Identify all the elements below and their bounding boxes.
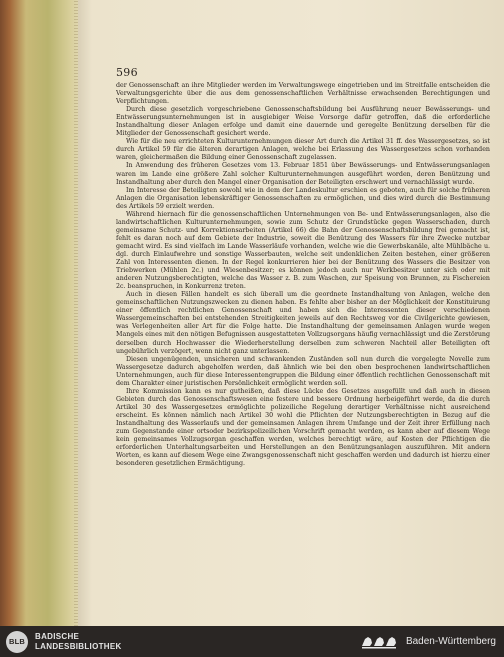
page-body-text bbox=[116, 82, 490, 618]
paragraph: Im Interesse der Beteiligten sowohl wie in dem der Landeskultur erschien es geboten, auch für solche früheren Anlagen die Organisation lebenskräftiger Genossenschaften zu ermöglichen, und dies wird durch die Bestimmung des Artikels 59 erzielt werden. bbox=[116, 186, 490, 210]
library-name bbox=[35, 632, 122, 652]
paragraph: Wie für die neu errichteten Kulturunternehmungen dieser Art durch die Artikel 31 ff. des Wassergesetzes, so ist durch Artikel 59 für die älteren derartigen Anlagen, welche bei Erlassung des Wassergesetzes schon vorhanden waren, gleichermaßen die Bildung einer Genossenschaft zugelassen. bbox=[116, 138, 490, 162]
blb-logo-icon: BLB bbox=[6, 631, 28, 653]
state-name: Baden-Württemberg bbox=[405, 636, 496, 647]
footer-bar bbox=[0, 626, 504, 657]
paragraph: Diesen ungenügenden, unsicheren und schwankenden Zuständen soll nun durch die vorgelegte Novelle zum Wassergesetze dadurch abgeholfen werden, daß ähnlich wie bei den oben besprochenen landwirtschaftlichen Unternehmungen, auch für diese Interessentengruppen die Bildung einer öffentlich rechtlichen Genossenschaft mit dem Charakter einer juristischen Persönlichkeit ermöglicht werden soll. bbox=[116, 355, 490, 387]
paragraph: Ihre Kommission kann es nur gutheißen, daß diese Lücke des Gesetzes ausgefüllt und daß auch in diesen Gebieten durch das Genossenschaftswesen eine festere und bessere Ordnung herbeigeführt werde, da die durch Artikel 30 des Wassergesetzes ermöglichte polizeiliche Regelung derartiger Verhältnisse nicht ausreichend erscheint. Es können nämlich nach Artikel 30 wohl die Pflichten der Nutzungsberechtigten in Bezug auf die Instandhaltung des Wasserlaufs und der gemeinsamen Anlagen ihrem Umfange und der Zeit ihrer Erfüllung nach zum Gegenstande einer ortsoder bezirkspolizeilichen Vorschrift gemacht werden, es kann aber auf diesem Wege kein gemeinsames Vollzugsorgan geschaffen werden, welches berechtigt wäre, auf Kosten der Pflichtigen die erforderlichen Unterhaltungsarbeiten und Herstellungen an den Benützungsanlagen auszuführen. Mit andern Worten, es kann auf diesem Wege eine Zwangsgenossenschaft nicht geschaffen werden und dadurch ist hierzu einer besonderen gesetzlichen Ermächtigung. bbox=[116, 387, 490, 468]
paragraph: Auch in diesen Fällen handelt es sich überall um die geordnete Instandhaltung von Anlagen, welche den gemeinschaftlichen Nutzungszwecken zu dienen haben. Es fehlte aber bisher an der Möglichkeit der Konstituirung einer öffentlich rechtlichen Genossenschaft und haben sich die Interessenten dieser verschiedenen Wassergemeinschaften bei entstehenden Streitigkeiten jeweils auf den Rechtsweg vor die Civilgerichte gewiesen, was Verlegenheiten aller Art für die Folge hatte. Die Instandhaltung der gemeinsamen Anlagen wurde wegen Mangels eines mit den nötigen Befugnissen ausgestatteten Vollzugsorgans häufig vernachlässigt und die Zerstörung derselben durch Hochwasser die Wiederherstellung derselben zum schweren Nachteil aller Beteiligten oft ungebührlich verzögert, wenn nicht ganz unterlassen. bbox=[116, 291, 490, 355]
paragraph: Durch diese gesetzlich vorgeschriebene Genossenschaftsbildung bei Ausführung neuer Bewässerungs- und Entwässerungsunternehmungen ist in ausgiebiger Weise Vorsorge dafür getroffen, daß die erforderliche Instandhaltung dieser Anlagen erfolge und damit eine dauernde und geregelte Benützung derselben für die Mitglieder der Genossenschaft gesichert werde. bbox=[116, 106, 490, 138]
library-name-line2: LANDESBIBLIOTHEK bbox=[35, 641, 122, 651]
book-page bbox=[78, 0, 504, 626]
paragraph: der Genossenschaft an ihre Mitglieder werden im Verwaltungswege eingetrieben und im Streitfalle entscheiden die Verwaltungsgerichte über die aus dem genossenschaftlichen Verhältnisse erwachsenden Berechtigungen und Verpflichtungen. bbox=[116, 82, 490, 106]
lions-crest-icon bbox=[360, 632, 400, 652]
paragraph: In Anwendung des früheren Gesetzes vom 13. Februar 1851 über Bewässerungs- und Entwässerungsanlagen waren im Lande eine größere Zahl solcher Kulturunternehmungen ausgeführt worden, deren Benützung und Instandhaltung aber durch den Mangel einer Organisation der Beteiligten erschwert und vernachlässigt wurde. bbox=[116, 162, 490, 186]
book-page-edges bbox=[0, 0, 86, 626]
page-number: 596 bbox=[116, 66, 138, 79]
library-name-line1: BADISCHE bbox=[35, 631, 80, 641]
paragraph: Während hiernach für die genossenschaftlichen Unternehmungen von Be- und Entwässerungsanlagen, also die landwirtschaftlichen Kulturunternehmungen, sowie zum Schutz der Grundstücke gegen Wasserschaden, durch gemeinsame Schutz- und Korrektionsarbeiten (Artikel 66) die Bahn der Genossenschaftsbildung frei gemacht ist, fehlt es daran noch auf dem Gebiete der Industrie, soweit die Benützung des Wassers für ihre Zwecke nutzbar gemacht wird. Es sind vielfach im Lande Wasserläufe vorhanden, welche wie die Gewerbskanäle, alte Mühlbäche u. dgl. durch Einlaufwehre und sonstige Wasserbauten, welche seit undenklichen Zeiten bestehen, einer größeren Zahl von Interessenten dienen. In der Regel konkurrieren hier bei der Benützung des Wassers die Besitzer von Triebwerken (Mühlen 2c.) und Wiesenbesitzer; es können jedoch auch nur Werkbesitzer unter sich oder mit anderen Nutzungsberechtigten, welche das Wasser z. B. zum Waschen, zur Speisung von Brunnen, zu Fischereien 2c. beanspruchen, in Konkurrenz treten. bbox=[116, 210, 490, 291]
state-brand bbox=[360, 632, 496, 652]
